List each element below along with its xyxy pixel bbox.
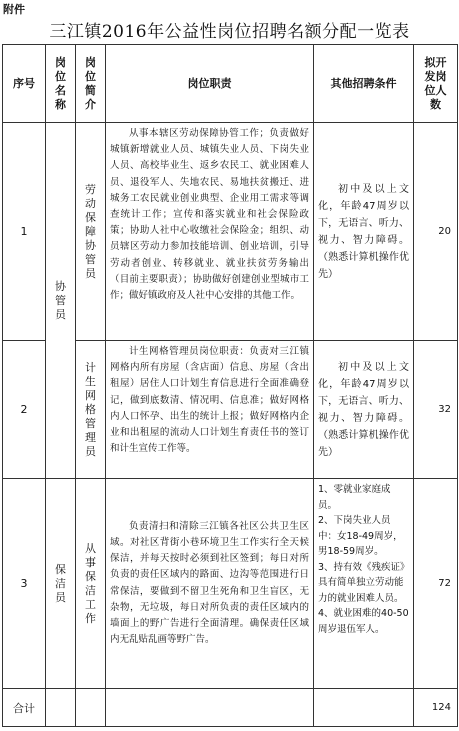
- page-title: 三江镇2016年公益性岗位招聘名额分配一览表: [49, 22, 410, 42]
- empty-cell: [76, 689, 106, 727]
- condition-item: 2、下岗失业人员中：女18-49周岁，男18-59周岁。: [318, 515, 403, 557]
- duties-cell: 从事本辖区劳动保障协管工作；负责做好城镇新增就业人员、城镇失业人员、下岗失业人员、高校毕业生、返乡农民工、就业困难人员、退役军人、失地农民、易地扶贫搬迁、进城务工农民就业创业典型、企业用工需求等调查统计工作；宣传和落实就业和社会保险政策；协助人社中心收缴社会保险金；组织、动员辖区劳动力参加技能培训、创业培训，引导劳动者创业、转移就业、就业扶贫劳务输出（目前主要职责）；协助做好创建创业型城市工作；做好镇政府及人社中心安排的其他工作。: [106, 123, 314, 341]
- count-cell: 72: [414, 479, 458, 689]
- post-name-cell: 协管员: [46, 123, 76, 479]
- post-brief-cell: 计生网格管理员: [76, 341, 106, 479]
- header-row: [3, 45, 458, 123]
- total-count: 124: [414, 689, 458, 727]
- count-cell: 20: [414, 123, 458, 341]
- conditions-cell: 初中及以上文化，年龄47周岁以下，无语言、听力、视力、智力障碍。（熟悉计算机操作优先）: [314, 123, 414, 341]
- quota-table: [2, 44, 458, 727]
- post-name-cell: 保洁员: [46, 479, 76, 689]
- duties-cell: 负责清扫和清除三江镇各社区公共卫生区域。对社区背街小巷环境卫生工作实行全天候保洁，并每天按时必须到社区签到；每日对所负责的责任区域内的路面、边沟等范围进行日常保洁，要做到不留卫生死角和卫生盲区，无杂物，无垃圾，每日对所负责的责任区域内的墙面上的野广告进行全面清理。确保责任区域内无乱贴乱画等野广告。: [106, 479, 314, 689]
- header-conditions: 其他招聘条件: [314, 45, 414, 123]
- header-count: 拟开发岗位人数: [414, 45, 458, 123]
- table-row: [3, 123, 458, 341]
- condition-item: 3、持有效《残疾证》具有简单独立劳动能力的就业困难人员。: [318, 561, 405, 604]
- duties-cell: 计生网格管理员岗位职责：负责对三江镇网格内所有房屋（含店面）信息、房屋（含出租屋）居住人口计划生育信息进行全面准确登记，做到底数清、情况明、信息准；做好网格内人口怀孕、出生的统计上报；做好网格内企业和出租屋的流动人口计划生育责任书的签订和计生宣传工作等。: [106, 341, 314, 479]
- condition-item: 4、就业困难的40-50周岁退伍军人。: [318, 608, 409, 635]
- header-post-brief: 岗位简介: [76, 45, 106, 123]
- post-brief-cell: 劳动保障协管员: [76, 123, 106, 341]
- header-no: 序号: [3, 45, 46, 123]
- empty-cell: [106, 689, 314, 727]
- row-number: 2: [3, 341, 46, 479]
- condition-item: 1、零就业家庭成员。: [318, 484, 391, 511]
- row-number: 1: [3, 123, 46, 341]
- header-post-name: 岗位名称: [46, 45, 76, 123]
- conditions-cell: [314, 479, 414, 689]
- conditions-cell: 初中及以上文化，年龄47周岁以下，无语言、听力、视力、智力障碍。（熟悉计算机操作优先）: [314, 341, 414, 479]
- empty-cell: [314, 689, 414, 727]
- post-brief-cell: 从事保洁工作: [76, 479, 106, 689]
- total-row: [3, 689, 458, 727]
- attachment-label: 附件: [3, 3, 25, 16]
- row-number: 3: [3, 479, 46, 689]
- count-cell: 32: [414, 341, 458, 479]
- empty-cell: [46, 689, 76, 727]
- total-label: 合计: [3, 689, 46, 727]
- table-row: [3, 479, 458, 689]
- header-duties: 岗位职责: [106, 45, 314, 123]
